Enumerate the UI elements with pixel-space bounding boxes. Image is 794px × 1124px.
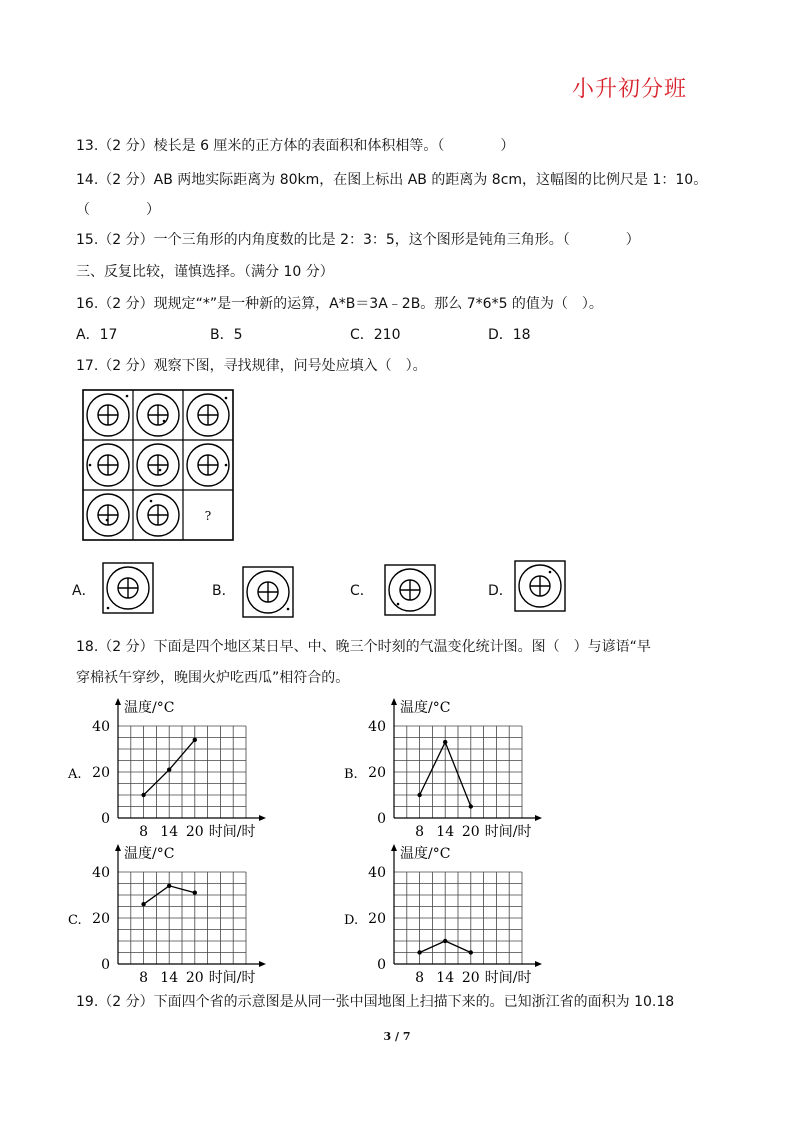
grid-cell-figure — [187, 444, 229, 486]
x-tick-label: 14 — [160, 824, 179, 840]
grid-dot — [150, 500, 153, 503]
y-axis-arrow — [391, 698, 397, 705]
chart-option-label: A. — [68, 767, 82, 782]
page-number: 3 / 7 — [383, 1030, 411, 1043]
x-tick-label: 8 — [139, 824, 149, 840]
x-axis-arrow — [535, 815, 542, 821]
data-point — [141, 793, 145, 797]
x-tick-label: 20 — [461, 824, 480, 840]
q16-option-a: A．17 — [76, 327, 118, 343]
y-axis-label: 温度/°C — [124, 846, 175, 862]
temperature-chart-b — [342, 692, 562, 842]
grid-dot — [225, 397, 228, 400]
question-17: 17.（2 分）观察下图，寻找规律，问号处应填入（ ）。 — [76, 358, 427, 374]
x-axis-label: 时间/时 — [208, 824, 256, 840]
q17-option-d-figure — [514, 560, 566, 612]
x-axis-label: 时间/时 — [484, 970, 532, 986]
data-point — [443, 740, 447, 744]
question-15: 15.（2 分）一个三角形的内角度数的比是 2：3：5，这个图形是钝角三角形。（ ） — [76, 232, 640, 248]
y-tick-label: 0 — [101, 811, 110, 827]
y-axis-label: 温度/°C — [400, 846, 451, 862]
y-axis-arrow — [391, 844, 397, 851]
temperature-chart-c — [66, 838, 286, 988]
x-tick-label: 20 — [185, 824, 204, 840]
question-18-line1: 18.（2 分）下面是四个地区某日早、中、晚三个时刻的气温变化统计图。图（ ）与谚语“早 — [76, 639, 651, 655]
q16-option-b: B．5 — [210, 327, 243, 343]
q17-pattern-grid — [82, 389, 234, 541]
q17-option-c-figure — [384, 564, 436, 616]
y-tick-label: 20 — [368, 765, 386, 781]
grid-dot — [163, 420, 166, 423]
data-point — [193, 891, 197, 895]
grid-cell-figure — [87, 394, 129, 436]
y-axis-arrow — [115, 698, 121, 705]
chart-option-label: B. — [344, 767, 358, 782]
y-tick-label: 20 — [92, 765, 110, 781]
q17-option-b-figure — [242, 566, 294, 618]
x-tick-label: 14 — [436, 824, 455, 840]
data-point — [141, 902, 145, 906]
grid-cell-figure — [187, 394, 229, 436]
x-tick-label: 14 — [436, 970, 455, 986]
chart-option-label: C. — [68, 913, 82, 928]
grid-cell-figure — [137, 444, 179, 486]
y-tick-label: 40 — [368, 719, 386, 735]
question-13: 13.（2 分）棱长是 6 厘米的正方体的表面积和体积相等。（ ） — [76, 138, 515, 154]
question-18-line2: 穿棉袄午穿纱，晚围火炉吃西瓜”相符合的。 — [76, 670, 350, 686]
question-16: 16.（2 分）现规定“*”是一种新的运算，A*B＝3A﹣2B。那么 7*6*5 的值为（ ）。 — [76, 296, 603, 312]
y-tick-label: 40 — [92, 865, 110, 881]
data-point — [167, 884, 171, 888]
data-point — [417, 950, 421, 954]
y-tick-label: 40 — [368, 865, 386, 881]
y-tick-label: 0 — [377, 811, 386, 827]
x-tick-label: 8 — [415, 824, 425, 840]
y-tick-label: 0 — [377, 957, 386, 973]
x-tick-label: 14 — [160, 970, 179, 986]
data-point — [469, 950, 473, 954]
q17-option-a-label: A． — [72, 583, 96, 599]
grid-dot — [225, 464, 228, 467]
q17-option-c-label: C． — [350, 583, 374, 599]
y-axis-arrow — [115, 844, 121, 851]
brand-header: 小升初分班 — [572, 77, 688, 102]
grid-dot — [159, 469, 162, 472]
q17-option-a-figure — [102, 562, 154, 614]
grid-cell-figure — [137, 394, 179, 436]
data-point — [417, 793, 421, 797]
x-axis-arrow — [535, 961, 542, 967]
y-tick-label: 40 — [92, 719, 110, 735]
grid-cell-figure — [87, 494, 129, 536]
y-tick-label: 20 — [92, 911, 110, 927]
grid-dot — [89, 464, 92, 467]
x-axis-arrow — [259, 815, 266, 821]
x-axis-label: 时间/时 — [484, 824, 532, 840]
x-tick-label: 20 — [461, 970, 480, 986]
question-14-line1: 14.（2 分）AB 两地实际距离为 80km，在图上标出 AB 的距离为 8cm，这幅图的比例尺是 1：10。 — [76, 172, 708, 188]
x-axis-arrow — [259, 961, 266, 967]
data-point — [167, 768, 171, 772]
x-tick-label: 8 — [139, 970, 149, 986]
question-mark: ? — [204, 509, 212, 523]
grid-cell-figure — [137, 494, 179, 536]
section-3-heading: 三、反复比较，谨慎选择。（满分 10 分） — [76, 264, 334, 280]
y-axis-label: 温度/°C — [400, 700, 451, 716]
temperature-chart-d — [342, 838, 562, 988]
data-point — [193, 738, 197, 742]
q16-option-d: D．18 — [488, 327, 531, 343]
question-19: 19.（2 分）下面四个省的示意图是从同一张中国地图上扫描下来的。已知浙江省的面积为 10.18 — [76, 994, 675, 1010]
temperature-chart-a — [66, 692, 286, 842]
q17-option-b-label: B． — [212, 583, 236, 599]
data-point — [443, 939, 447, 943]
x-tick-label: 8 — [415, 970, 425, 986]
chart-option-label: D. — [344, 913, 359, 928]
grid-dot — [126, 395, 129, 398]
q17-option-d-label: D． — [488, 583, 513, 599]
grid-dot — [106, 519, 109, 522]
q16-option-c: C．210 — [350, 327, 401, 343]
question-14-line2: （ ） — [76, 202, 160, 218]
data-point — [469, 804, 473, 808]
grid-cell-figure — [87, 444, 129, 486]
y-tick-label: 20 — [368, 911, 386, 927]
x-axis-label: 时间/时 — [208, 970, 256, 986]
y-tick-label: 0 — [101, 957, 110, 973]
x-tick-label: 20 — [185, 970, 204, 986]
y-axis-label: 温度/°C — [124, 700, 175, 716]
